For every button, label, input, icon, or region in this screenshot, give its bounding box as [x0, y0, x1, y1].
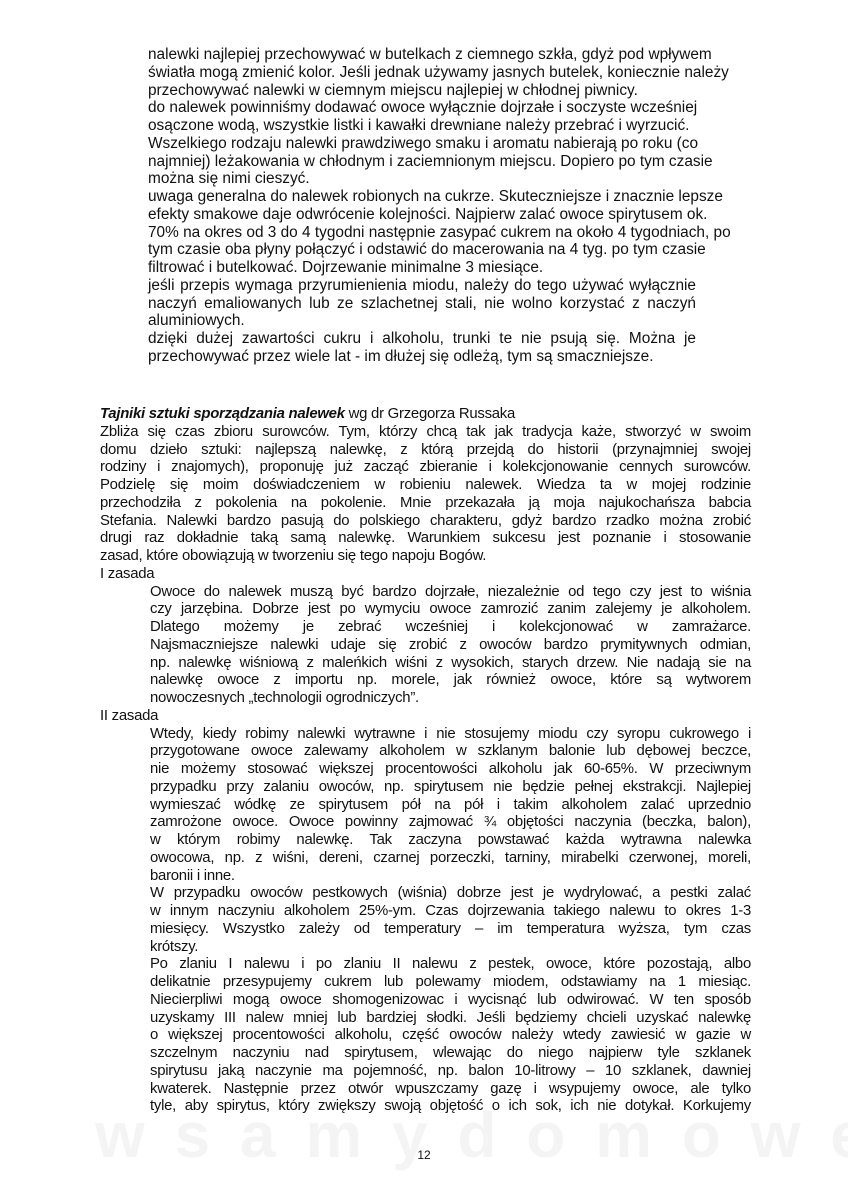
paragraph — [148, 134, 713, 188]
text-line: przechowywać nalewki w ciemnym miejscu najlepiej w chłodnej piwnicy. — [148, 81, 638, 99]
text-line: do nalewek powinniśmy dodawać owoce wyłącznie dojrzałe i soczyste wcześniej — [148, 99, 698, 117]
text-line: Po zlaniu I nalewu i po zlaniu II nalewu z pestek, owoce, które pozostają, albo — [150, 956, 751, 973]
text-line: Zbliża się czas zbioru surowców. Tym, którzy chcą tak jak tradycja każe, stworzyć w swoim — [100, 423, 751, 440]
text-line: zamrożone owoce. Owoce powinny zajmować ¾ objętości naczynia (beczka, balon), — [150, 814, 751, 831]
article-section — [100, 406, 751, 1116]
text-line: tym czasie oba płyny połączyć i odstawić do macerowania na 4 tyg. po tym czasie — [148, 241, 706, 259]
text-line: uwaga generalna do nalewek robionych na cukrze. Skuteczniejsze i znacznie lepsze — [148, 188, 723, 205]
text-line: o większej procentowości alkoholu, część owoców należy wtedy zawiesić w gazie w — [150, 1027, 751, 1044]
text-line: owocowa, np. z wiśni, dereni, czarnej porzeczki, tarniny, mirabelki czerwonej, moreli, — [150, 849, 751, 866]
text-line: przechowywać przez wiele lat - im dłużej się odleżą, tym są smaczniejsze. — [148, 347, 654, 365]
article-author: wg dr Grzegorza Russaka — [344, 406, 516, 422]
text-line: Dlatego możemy je zebrać wcześniej i kolekcjonować w zamrażarce. — [150, 619, 751, 635]
text-line: aluminiowych. — [148, 312, 245, 330]
text-line: najmniej) leżakowania w chłodnym i zaciemnionym miejscu. Dopiero po tym czasie — [148, 152, 713, 170]
paragraph — [148, 46, 729, 99]
text-line: nowoczesnych „technologii ogrodniczych”. — [150, 690, 419, 706]
article-title-bold: Tajniki sztuki sporządzania nalewek — [100, 406, 345, 422]
text-line: Owoce do nalewek muszą być bardzo dojrzałe, niezależnie od tego czy jest to wiśnia — [150, 583, 751, 600]
page-number: 12 — [417, 1148, 431, 1162]
text-line: przygotowane owoce zalewamy alkoholem w szklanym balonie lub dębowej beczce, — [150, 743, 751, 760]
text-line: Niecierpliwi mogą owoce shomogenizowac i wycisnąć lub odwirować. W ten sposób — [150, 991, 751, 1008]
paragraph — [150, 584, 751, 708]
text-line: domu dzieło sztuki: najlepszą nalewkę, z którą przejdą do historii (przynajmniej swojej — [100, 441, 751, 458]
text-line: światła mogą zmienić kolor. Jeśli jednak używamy jasnych butelek, koniecznie należy — [148, 63, 729, 81]
notes-block — [148, 46, 731, 366]
text-line: I zasada — [100, 565, 155, 582]
text-line: np. nalewkę wiśniową z maleńkich wiśni z wysokich, starych drzew. Nie nadają sie na — [150, 654, 751, 671]
text-line: delikatnie przesypujemy cukrem lub polewamy miodem, odstawiamy na 1 miesiąc. — [150, 974, 751, 990]
text-line: Wtedy, kiedy robimy nalewki wytrawne i nie stosujemy miodu czy syropu cukrowego i — [150, 725, 751, 742]
text-line: Podzielę się moim doświadczeniem w robieniu nalewek. Wiedza ta w mojej rodzinie — [100, 477, 751, 493]
text-line: przechodziła z pokolenia na pokolenie. Mnie przekazała ją moja najukochańsza babcia — [100, 494, 751, 511]
paragraph — [100, 424, 751, 566]
paragraph — [148, 188, 731, 277]
text-line: tyle, aby spirytus, który zwiększy swoją objętość o ich sok, ich nie dotykał. Korkujemy — [150, 1098, 751, 1115]
text-line: można się nimi cieszyć. — [148, 170, 310, 188]
text-line: efekty smakowe daje odwrócenie kolejności. Najpierw zalać owoce spirytusem ok. — [148, 205, 708, 223]
text-line: nalewkę owoce z importu np. morele, jak również owoce, które są wytworem — [150, 672, 751, 689]
text-line: kwaterek. Następnie przez otwór wpuszczamy gazę i wsypujemy owoce, ale tylko — [150, 1080, 751, 1097]
text-line: nie możemy stosować większej procentowości alkoholu jak 60-65%. W przeciwnym — [150, 761, 751, 777]
paragraph — [148, 99, 696, 135]
paragraph — [150, 726, 751, 886]
paragraph — [148, 330, 696, 366]
text-line: krótszy. — [150, 938, 199, 955]
text-line: w innym naczyniu alkoholem 25%-ym. Czas dojrzewania takiego nalewu to okres 1-3 — [150, 903, 751, 919]
text-line: II zasada — [100, 707, 159, 724]
text-line: osączone wodą, wszystkie listki i kawałki drewniane należy przebrać i wyrzucić. — [148, 117, 690, 134]
text-line: Wszelkiego rodzaju nalewki prawdziwego smaku i aromatu nabierają po roku (co — [148, 134, 699, 152]
article-title — [100, 406, 751, 424]
text-line: filtrować i butelkować. Dojrzewanie minimalne 3 miesiące. — [148, 259, 544, 276]
text-line: w którym robimy nalewkę. Tak zaczyna powstawać każda wytrawna nalewka — [150, 832, 751, 848]
text-line: czy jarzębina. Dobrze jest po wymyciu owoce zamrozić zanim zalejemy je alkoholem. — [150, 601, 751, 618]
text-line: wymieszać wódkę ze spirytusem pół na pół i takim alkoholem zalać uprzednio — [150, 796, 751, 813]
paragraph — [150, 885, 751, 956]
text-line: uzyskamy III nalew mniej lub bardziej słodki. Jeśli będziemy chcieli uzyskać nalewkę — [150, 1009, 751, 1026]
text-line: spirytusu jaką naczynie ma pojemność, np. balon 10-litrowy – 10 szklanek, dawniej — [150, 1062, 751, 1079]
text-line: Stefania. Nalewki bardzo pasują do polskiego charakteru, gdyż bardzo rzadko można zrobić — [100, 512, 751, 529]
text-line: rodziny i znajomych), proponuję już zacząć zbieranie i kolekcjonowanie cennych surowców. — [100, 459, 751, 476]
text-line: jeśli przepis wymaga przyrumienienia miodu, należy do tego używać wyłącznie — [148, 276, 696, 294]
text-line: przypadku przy zalaniu owoców, np. spirytusem nie będzie pełnej ekstrakcji. Najlepiej — [150, 778, 751, 795]
text-line: 70% na okres od 3 do 4 tygodni następnie zasypać cukrem na około 4 tygodniach, po — [148, 223, 731, 241]
text-line: drugi raz dokładnie taką samą nalewkę. Warunkiem sukcesu jest poznanie i stosowanie — [100, 530, 751, 547]
text-line: naczyń emaliowanych lub ze szlachetnej stali, nie wolno korzystać z naczyń — [148, 294, 696, 312]
text-line: dzięki dużej zawartości cukru i alkoholu, trunki te nie psują się. Można je — [148, 330, 696, 347]
text-line: W przypadku owoców pestkowych (wiśnia) dobrze jest je wydrylować, a pestki zalać — [150, 885, 751, 902]
text-line: nalewki najlepiej przechowywać w butelkach z ciemnego szkła, gdyż pod wpływem — [148, 46, 712, 63]
text-line: szczelnym naczyniu nad spirytusem, wlewając do niego najpierw tyle szklanek — [150, 1045, 751, 1061]
text-line: baronii i inne. — [150, 867, 235, 884]
text-line: miesięcy. Wszystko zależy od temperatury – im temperatura wyższa, tym czas — [150, 920, 751, 937]
rule-heading — [100, 708, 751, 726]
paragraph — [150, 956, 751, 1116]
rule-heading — [100, 566, 751, 584]
text-line: Najsmaczniejsze nalewki udaje się zrobić z owoców bardzo prymitywnych odmian, — [150, 636, 751, 653]
paragraph — [148, 277, 696, 330]
text-line: zasad, które obowiązują w tworzeniu się tego napoju Bogów. — [100, 548, 487, 564]
